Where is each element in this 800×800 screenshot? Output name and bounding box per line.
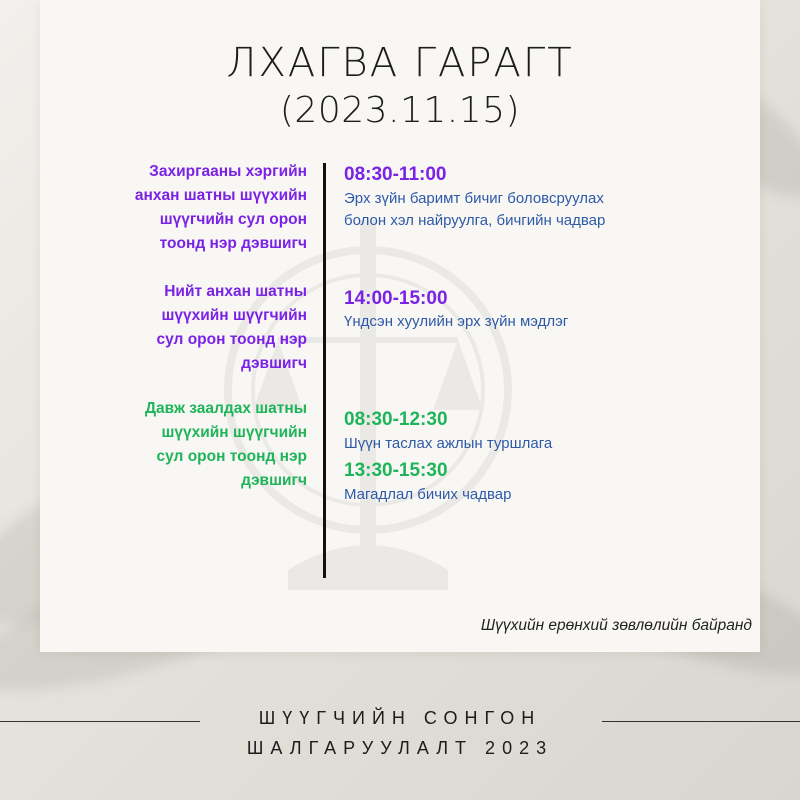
category-label-3: Давж заалдах шатны шүүхийн шүүгчийн сул орон тоонд нэр дэвшигч xyxy=(145,400,307,489)
category-label-2: Нийт анхан шатны шүүхийн шүүгчийн сул орон тоонд нэр дэвшигч xyxy=(156,283,307,372)
session-description: Шүүн таслах ажлын туршлага xyxy=(344,435,553,452)
session-description: Эрх зүйн баримт бичиг боловсруулах болон хэл найруулга, бичгийн чадвар xyxy=(344,190,606,229)
session-time: 14:00-15:00 xyxy=(344,288,448,309)
page-title: ЛХАГВА ГАРАГТ xyxy=(226,40,574,86)
session-time: 08:30-11:00 xyxy=(344,164,447,185)
session-description: Магадлал бичих чадвар xyxy=(344,486,512,503)
footer-line-1: ШҮҮГЧИЙН СОНГОН xyxy=(258,708,542,728)
timeline-divider xyxy=(323,163,326,578)
category-label-1: Захиргааны хэргийн анхан шатны шүүхийн шүүгчийн сул орон тоонд нэр дэвшигч xyxy=(134,163,307,252)
footer-line-2: ШАЛГАРУУЛАЛТ 2023 xyxy=(246,738,554,758)
session-description: Үндсэн хуулийн эрх зүйн мэдлэг xyxy=(344,313,569,330)
session-time: 13:30-15:30 xyxy=(344,460,448,481)
event-date: (2023.11.15) xyxy=(279,90,521,131)
venue-text: Шүүхийн ерөнхий зөвлөлийн байранд xyxy=(480,617,752,634)
session-time: 08:30-12:30 xyxy=(344,409,448,430)
